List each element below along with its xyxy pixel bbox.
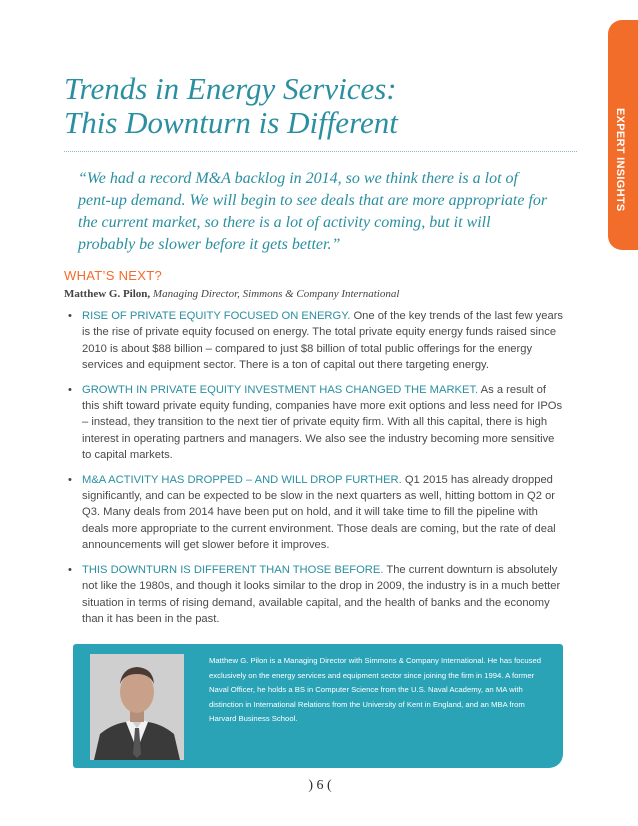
section-tab-label: EXPERT INSIGHTS bbox=[614, 108, 626, 212]
byline-title: Managing Director, Simmons & Company International bbox=[152, 288, 400, 300]
bullet-heading: M&A ACTIVITY HAS DROPPED – AND WILL DROP FURTHER. bbox=[82, 473, 402, 486]
bullet-list bbox=[64, 308, 564, 635]
bullet-heading: RISE OF PRIVATE EQUITY FOCUSED ON ENERGY. bbox=[82, 310, 351, 322]
bio-text: Matthew G. Pilon is a Managing Director with Simmons & Company International. He has focused exclusively on the energy services and equipment sector since joining the firm in 1994. A former Naval Officer, he holds a BS in Computer Science from the U.S. Naval Academy, an MA with distinction in International Relations from the University of Kent in England, and an MBA from Harvard Business School. bbox=[209, 656, 541, 723]
bullet-item bbox=[64, 472, 564, 554]
bullet-heading: GROWTH IN PRIVATE EQUITY INVESTMENT HAS CHANGED THE MARKET. bbox=[82, 383, 479, 396]
section-tab bbox=[608, 20, 638, 250]
dotted-divider bbox=[64, 151, 577, 152]
bullet-heading: THIS DOWNTURN IS DIFFERENT THAN THOSE BEFORE. bbox=[82, 563, 384, 576]
portrait-illustration bbox=[90, 654, 184, 760]
bullet-item bbox=[64, 308, 564, 374]
bullet-icon: • bbox=[68, 383, 72, 396]
bullet-icon: • bbox=[68, 310, 72, 322]
bullet-text: The current downturn is absolutely not like the 1980s, and though it looks similar to the drop in 2009, the industry is in a much better situation in terms of rising demand, available capital, and the health of banks and the economy than it has been in the past. bbox=[82, 563, 561, 625]
bullet-text: Q1 2015 has already dropped significantly, and can be expected to be slow in the next quarters as well, hitting bottom in Q2 or Q3. Many deals from 2014 have been put on hold, and it will take time to fill the pipeline with deals more appropriate to the current environment. Those deals are coming, but the rate of deal announcements will get slower before it improves. bbox=[82, 473, 556, 552]
page-title bbox=[64, 72, 398, 140]
title-line-2: This Downturn is Different bbox=[64, 105, 398, 140]
bullet-item bbox=[64, 382, 564, 464]
title-line-1: Trends in Energy Services: bbox=[64, 71, 397, 106]
bullet-item bbox=[64, 562, 564, 628]
pull-quote: “We had a record M&A backlog in 2014, so we think there is a lot of pent-up demand. We will begin to see deals that are more appropriate for the current market, so there is a lot of activity coming, but it will probably be slower before it gets better.” bbox=[78, 170, 548, 253]
byline bbox=[64, 288, 399, 300]
byline-name: Matthew G. Pilon, bbox=[64, 288, 151, 300]
bullet-text: One of the key trends of the last few years is the rise of private equity focused on energy. The total private equity energy funds raised since 2010 is about $88 billion – compared to just $8 billion of total public offerings for the energy services and equipment sector. There is a ton of capital out there targeting energy. bbox=[82, 310, 564, 372]
bullet-text: As a result of this shift toward private equity funding, companies have more exit options and less need for IPOs – instead, they transition to the next tier of private equity firm. With all this capital, there is high interest in operating partners and managers. We also see the industry becoming more sensitive to capital markets. bbox=[82, 383, 563, 462]
page-number: ) 6 ( bbox=[308, 778, 332, 793]
portrait-photo bbox=[90, 654, 184, 760]
bullet-icon: • bbox=[68, 563, 72, 576]
bullet-icon: • bbox=[68, 473, 72, 486]
section-heading: WHAT’S NEXT? bbox=[64, 268, 162, 283]
bio-box bbox=[73, 644, 563, 768]
